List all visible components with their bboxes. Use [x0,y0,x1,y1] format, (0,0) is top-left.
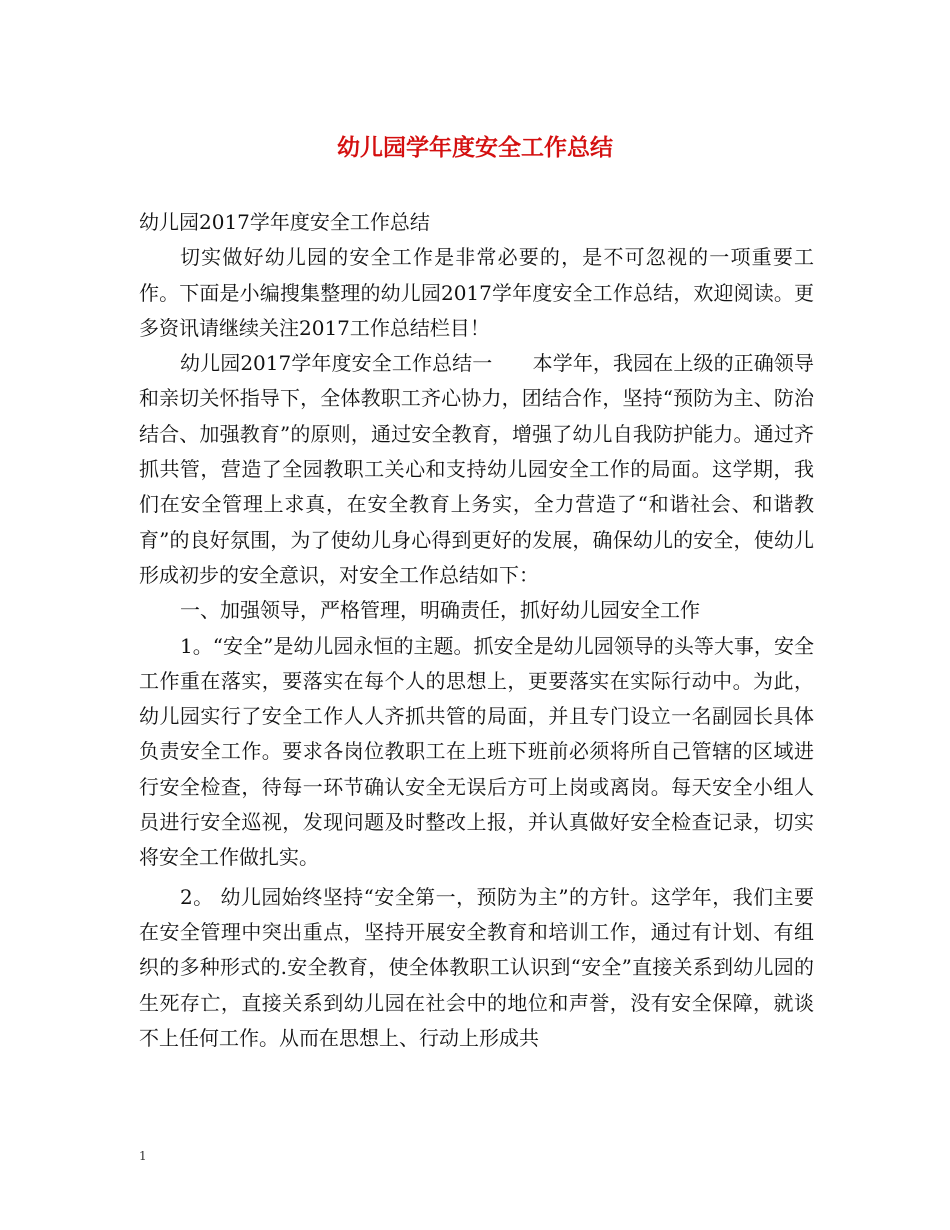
paragraph-item-2: 2。 幼儿园始终坚持“安全第一，预防为主”的方针。这学年，我们主要在安全管理中突出重点，坚持开展安全教育和培训工作，通过有计划、有组织的多种形式的.安全教育，使全体教职工认识到“安全”直接关系到幼儿园的生死存亡，直接关系到幼儿园在社会中的地位和声誉，没有安全保障，就谈不上任何工作。从而在思想上、行动上形成共 [139,884,814,1050]
document-body [139,205,814,1056]
section-heading-one: 一、加强领导，严格管理，明确责任，抓好幼儿园安全工作 [180,598,700,623]
paragraph-summary-one: 幼儿园2017学年度安全工作总结一 本学年，我园在上级的正确领导和亲切关怀指导下，全体教职工齐心协力，团结合作，坚持“预防为主、防治结合、加强教育”的原则，通过安全教育，增强了幼儿自我防护能力。通过齐抓共管，营造了全园教职工关心和支持幼儿园安全工作的局面。这学期，我们在安全管理上求真，在安全教育上务实，全力营造了“和谐社会、和谐教育”的良好氛围，为了使幼儿身心得到更好的发展，确保幼儿的安全，使幼儿形成初步的安全意识，对安全工作总结如下： [139,351,814,587]
document-subtitle: 幼儿园2017学年度安全工作总结 [139,210,430,234]
paragraph-intro: 切实做好幼儿园的安全工作是非常必要的，是不可忽视的一项重要工作。下面是小编搜集整理的幼儿园2017学年度安全工作总结，欢迎阅读。更多资讯请继续关注2017工作总结栏目！ [139,245,814,340]
page-number: 1 [139,1149,147,1163]
document-title: 幼儿园学年度安全工作总结 [337,134,613,161]
paragraph-item-1: 1。“安全”是幼儿园永恒的主题。抓安全是幼儿园领导的头等大事，安全工作重在落实，要落实在每个人的思想上，更要落实在实际行动中。为此，幼儿园实行了安全工作人人齐抓共管的局面，并且专门设立一名副园长具体负责安全工作。要求各岗位教职工在上班下班前必须将所自己管辖的区域进行安全检查，待每一环节确认安全无误后方可上岗或离岗。每天安全小组人员进行安全巡视，发现问题及时整改上报，并认真做好安全检查记录，切实将安全工作做扎实。 [139,633,814,870]
